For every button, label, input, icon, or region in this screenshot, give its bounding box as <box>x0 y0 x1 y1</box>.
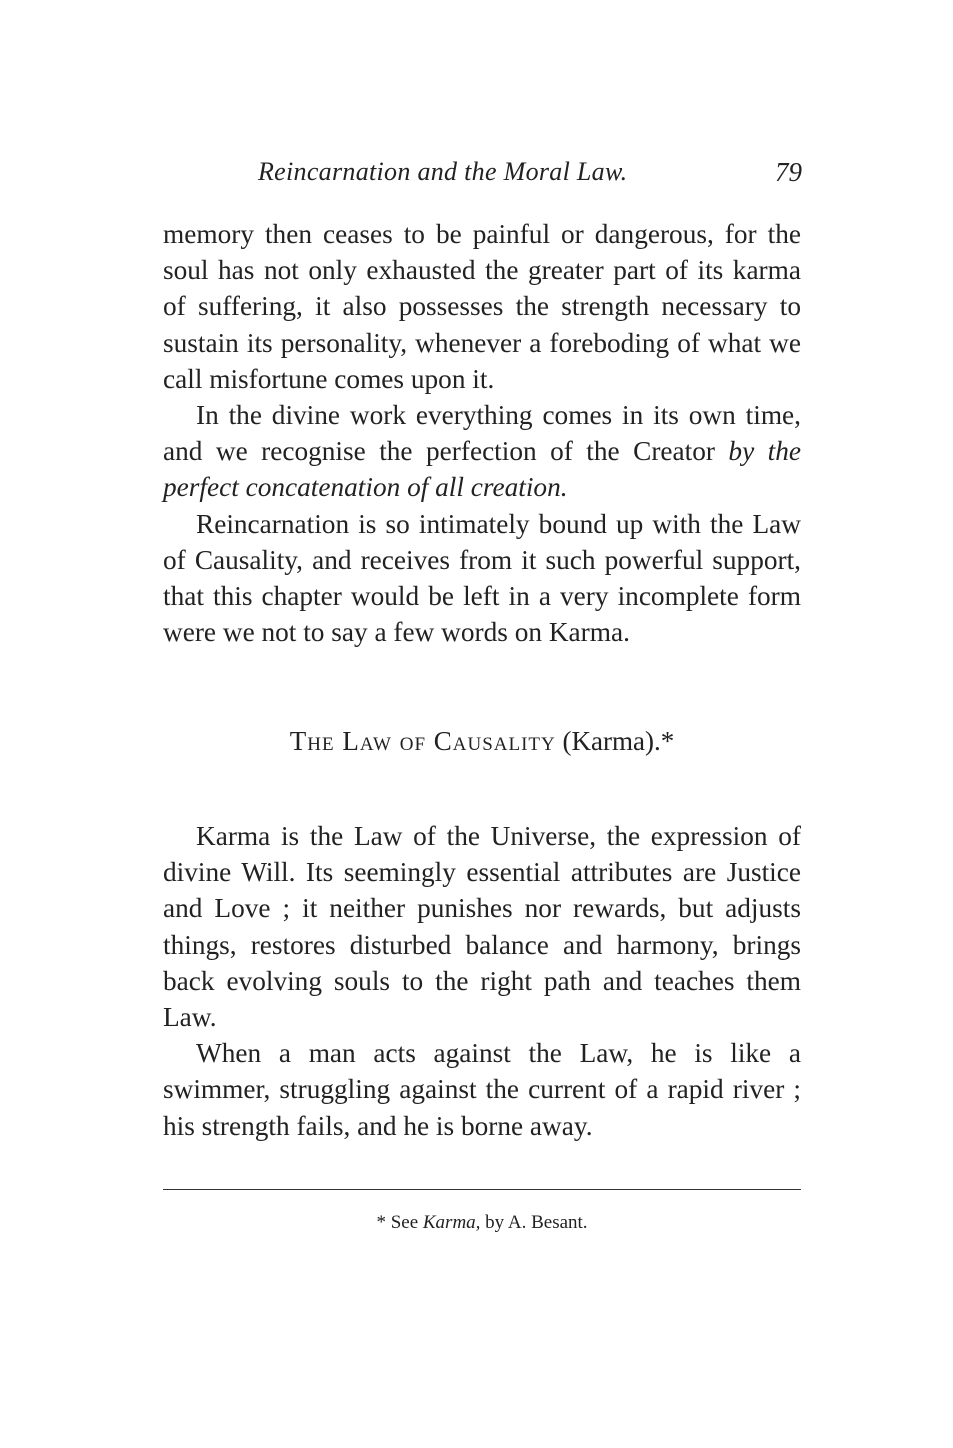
section-heading-smallcaps: The Law of Causality <box>289 726 556 756</box>
paragraph-karma: Karma is the Law of the Universe, the expression of divine Will. Its seemingly essential attributes are Justice and Love ; it neither punishes nor rewards, but adjusts things, restores disturbed balance and harmony, brings back evolving souls to the right path and teaches them Law. <box>163 821 801 1033</box>
footnote-title: Karma, <box>422 1212 481 1233</box>
paragraph-divine-work-text: In the divine work everything comes in its own time, and we recognise the perfection of the Creator <box>163 400 801 467</box>
footnote-suffix: by A. Besant. <box>480 1212 588 1233</box>
text-block-2 <box>163 818 801 1144</box>
footnote-rule <box>163 1189 801 1190</box>
paragraph-divine-work <box>163 397 801 506</box>
footnote <box>163 1212 801 1234</box>
running-head: Reincarnation and the Moral Law. <box>258 157 628 186</box>
section-heading <box>163 726 801 757</box>
paragraph-reincarnation: Reincarnation is so intimately bound up with the Law of Causality, and receives from it such powerful support, that this chapter would be left in a very incomplete form were we not to say a few words on Karma. <box>163 508 801 648</box>
paragraph-continued: memory then ceases to be painful or dangerous, for the soul has not only exhausted the greater part of its karma of suffering, it also possesses the strength necessary to sustain its personality, whenever a foreboding of what we call misfortune comes upon it. <box>163 219 801 394</box>
page-number: 79 <box>775 157 802 187</box>
footnote-prefix: * See <box>376 1212 423 1233</box>
paragraph-divine-work-italic: by the perfect concatenation of all creation. <box>163 436 801 503</box>
section-heading-rest: (Karma).* <box>555 726 675 756</box>
paragraph-swimmer: When a man acts against the Law, he is like a swimmer, struggling against the current of a rapid river ; his strength fails, and he is borne away. <box>163 1038 801 1141</box>
page-header <box>160 157 802 197</box>
text-block-1 <box>163 216 801 650</box>
